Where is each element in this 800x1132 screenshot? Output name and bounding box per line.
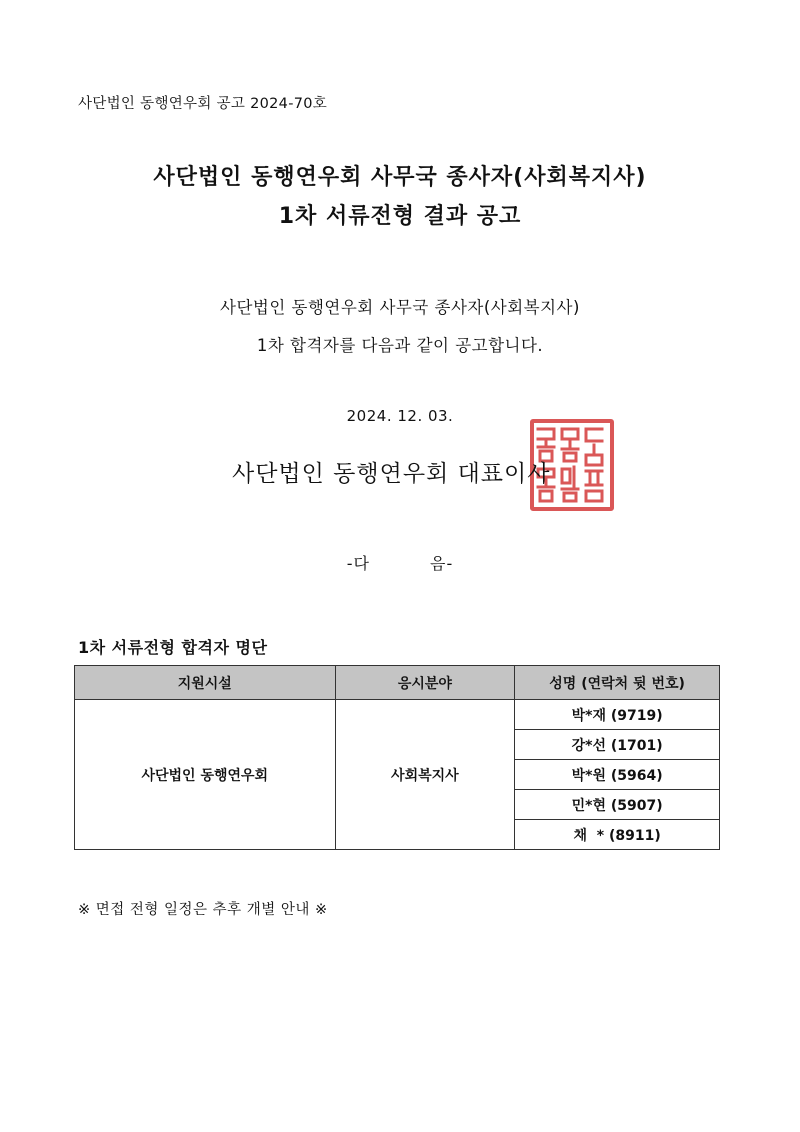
section-divider-right: 음-: [430, 554, 454, 573]
column-header-name: 성명 (연락처 뒷 번호): [515, 666, 720, 700]
document-number: 사단법인 동행연우회 공고 2024-70호: [78, 96, 328, 112]
interview-note: ※ 면접 전형 일정은 추후 개별 안내 ※: [78, 902, 328, 918]
intro-line1: 사단법인 동행연우회 사무국 종사자(사회복지사): [220, 298, 580, 317]
issuer-name: 사단법인 동행연우회 대표이사: [232, 461, 551, 487]
applicant-name-cell: 박*원 (5964): [515, 760, 720, 790]
applicant-name-cell: 채 * (8911): [515, 820, 720, 850]
column-header-facility: 지원시설: [75, 666, 336, 700]
column-header-field: 응시분야: [335, 666, 515, 700]
notice-title-line2: 1차 서류전형 결과 공고: [278, 204, 522, 229]
result-list-title: 1차 서류전형 합격자 명단: [78, 638, 268, 657]
section-divider-left: -다: [346, 554, 370, 573]
facility-cell: 사단법인 동행연우회: [75, 700, 336, 850]
section-divider: [0, 551, 800, 574]
table-row: [75, 700, 720, 730]
notice-date: 2024. 12. 03.: [346, 407, 454, 425]
intro-line2: 1차 합격자를 다음과 같이 공고합니다.: [256, 336, 544, 355]
table-header-row: [75, 666, 720, 700]
field-cell: 사회복지사: [335, 700, 515, 850]
applicant-name-cell: 박*재 (9719): [515, 700, 720, 730]
applicant-name-cell: 강*선 (1701): [515, 730, 720, 760]
applicant-name-cell: 민*현 (5907): [515, 790, 720, 820]
result-table: [74, 665, 720, 850]
notice-title-line1: 사단법인 동행연우회 사무국 종사자(사회복지사): [153, 165, 647, 190]
